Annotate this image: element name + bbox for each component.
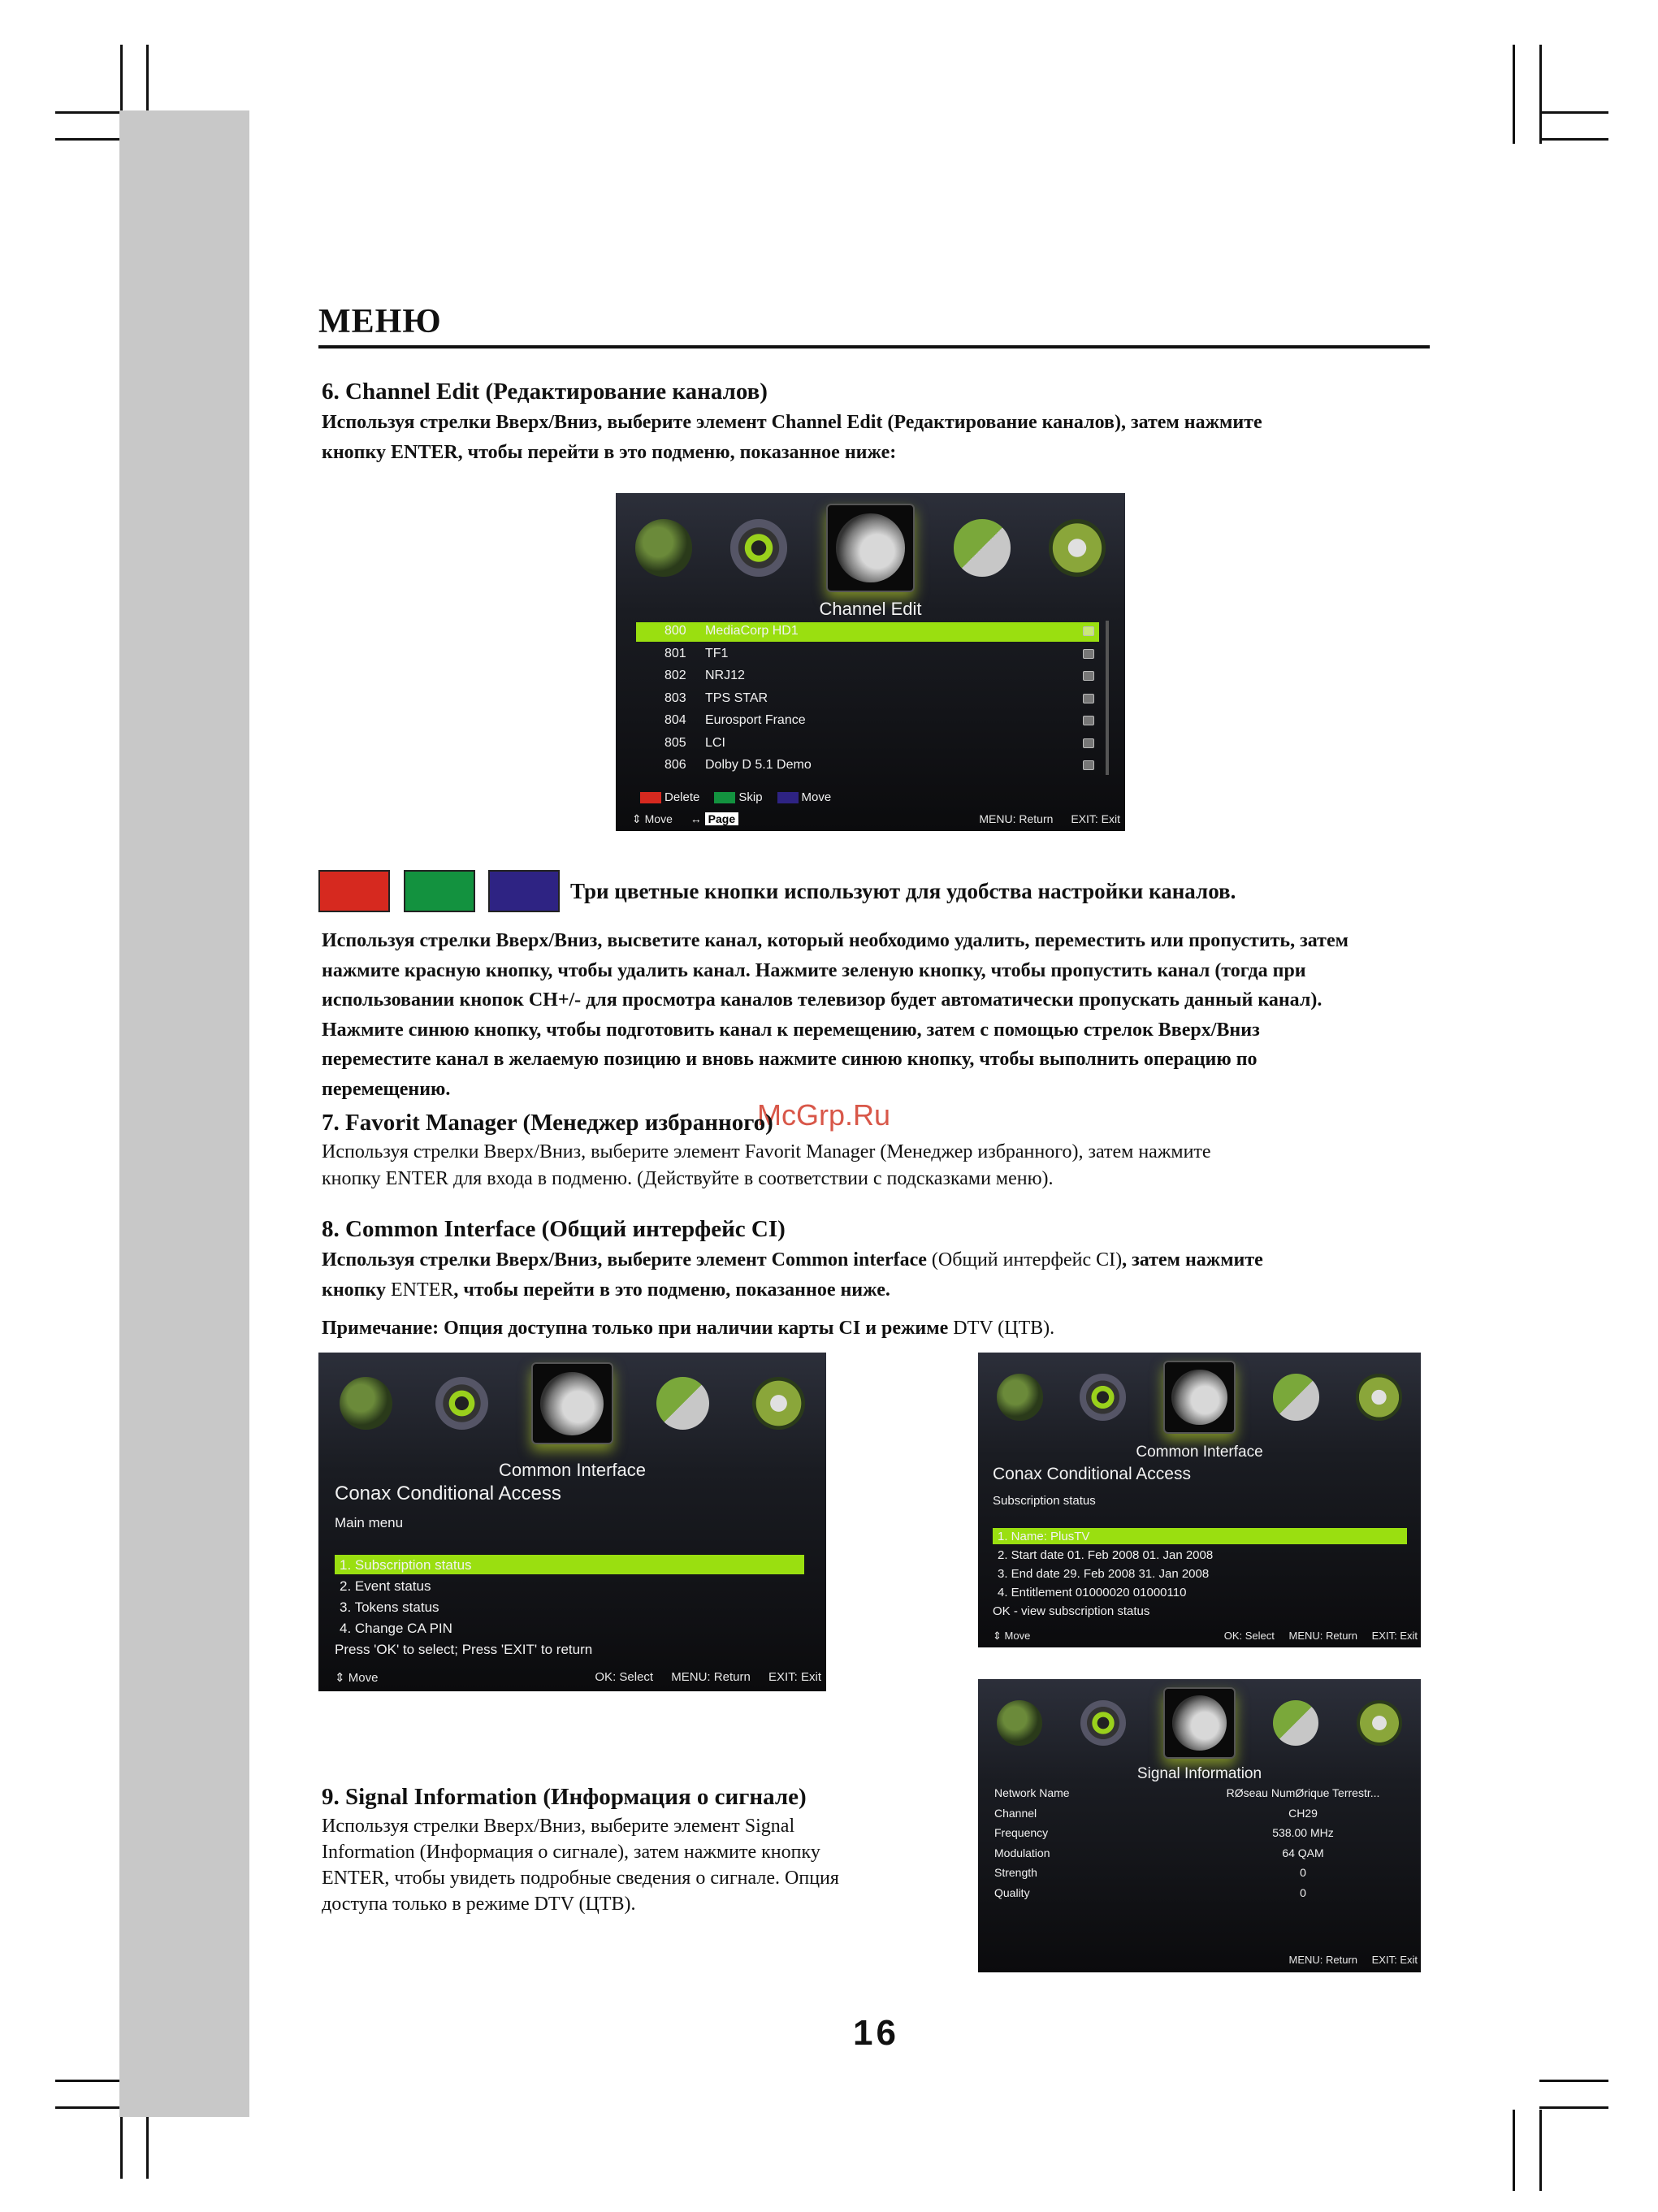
color-buttons-caption: Три цветные кнопки используют для удобства настройки каналов. bbox=[570, 879, 1236, 903]
channel-name[interactable]: NRJ12 bbox=[705, 669, 745, 682]
footer-left bbox=[993, 1630, 1030, 1643]
footer-ok: OK: Select bbox=[1223, 1630, 1275, 1642]
picture-icon[interactable] bbox=[997, 1374, 1043, 1420]
legend-skip: Skip bbox=[738, 790, 763, 804]
footer-exit: EXIT: Exit bbox=[1071, 812, 1120, 825]
footer-left bbox=[335, 1670, 378, 1685]
red-key bbox=[640, 792, 661, 803]
text-line bbox=[322, 1275, 1263, 1305]
tv-icon bbox=[1083, 649, 1094, 659]
screen-title: Signal Information bbox=[1136, 1765, 1262, 1782]
footer-exit: EXIT: Exit bbox=[1371, 1630, 1418, 1642]
page-header: МЕНЮ bbox=[318, 303, 442, 340]
section-label: Main menu bbox=[335, 1515, 404, 1530]
watermark: McGrp.Ru bbox=[757, 1098, 891, 1132]
menu-icon-bar bbox=[978, 1353, 1421, 1442]
signal-value: 0 bbox=[1300, 1866, 1306, 1879]
section-9-title: 9. Signal Information (Информация о сигнале) bbox=[322, 1784, 807, 1810]
settings-gear-icon[interactable] bbox=[1357, 1700, 1402, 1746]
channel-dish-icon[interactable] bbox=[1163, 1687, 1235, 1759]
menu-item[interactable]: 4. Entitlement 01000020 01000110 bbox=[998, 1586, 1187, 1599]
footer-menu-return: MENU: Return bbox=[671, 1670, 751, 1684]
text-line: нажмите красную кнопку, чтобы удалить канал. Нажмите зеленую кнопку, чтобы пропустить канал (тогда при bbox=[322, 959, 1306, 981]
legend-move: Move bbox=[801, 790, 832, 804]
tv-icon bbox=[1083, 671, 1094, 681]
scrollbar[interactable] bbox=[1106, 621, 1109, 775]
settings-gear-icon[interactable] bbox=[752, 1377, 805, 1430]
signal-value: 0 bbox=[1300, 1885, 1306, 1899]
footer-right bbox=[595, 1670, 821, 1684]
lock-icon[interactable] bbox=[1273, 1700, 1318, 1746]
sound-icon[interactable] bbox=[1080, 1374, 1126, 1420]
channel-edit-screen bbox=[616, 493, 1125, 831]
footer-right bbox=[979, 812, 1120, 825]
signal-label: Frequency bbox=[994, 1826, 1049, 1839]
legend-delete: Delete bbox=[664, 790, 700, 804]
text-line: использовании кнопок CH+/- для просмотра каналов телевизор будет автоматически пропускать данный канал). bbox=[322, 989, 1323, 1011]
footer-right bbox=[1288, 1954, 1418, 1966]
section-8-note bbox=[322, 1314, 1054, 1344]
text-line: кнопку ENTER для входа в подменю. (Действуйте в соответствии с подсказками меню). bbox=[322, 1168, 1054, 1189]
channel-name[interactable]: MediaCorp HD1 bbox=[705, 624, 799, 638]
channel-number: 800 bbox=[664, 624, 686, 638]
picture-icon[interactable] bbox=[635, 519, 692, 576]
crop-mark bbox=[1539, 111, 1608, 114]
crop-mark bbox=[1513, 2110, 1515, 2191]
text-line: доступа только в режиме DTV (ЦТВ). bbox=[322, 1894, 636, 1915]
menu-icon-bar bbox=[978, 1679, 1421, 1767]
text-line: переместите канал в желаемую позицию и вновь нажмите синюю кнопку, чтобы выполнить операцию по bbox=[322, 1049, 1258, 1070]
text-span: (Общий интерфейс CI) bbox=[926, 1249, 1123, 1270]
menu-item[interactable]: 1. Name: PlusTV bbox=[998, 1530, 1090, 1543]
signal-value: CH29 bbox=[1288, 1806, 1318, 1820]
section-6-text bbox=[322, 408, 1262, 468]
text-line: ENTER, чтобы увидеть подробные сведения о сигнале. Опция bbox=[322, 1868, 839, 1889]
signal-label: Modulation bbox=[994, 1846, 1050, 1859]
screen-subtitle: Conax Conditional Access bbox=[335, 1483, 561, 1504]
color-buttons-text bbox=[322, 926, 1348, 1104]
channel-name[interactable]: Dolby D 5.1 Demo bbox=[705, 758, 812, 772]
text-span: Примечание: Опция доступна только при наличии карты CI и режиме bbox=[322, 1318, 949, 1339]
text-span: Используя стрелки Вверх/Вниз, выберите элемент Common interface bbox=[322, 1249, 927, 1270]
footer-exit: EXIT: Exit bbox=[768, 1670, 821, 1684]
page-number: 16 bbox=[853, 2013, 899, 2053]
channel-name[interactable]: TPS STAR bbox=[705, 690, 768, 705]
menu-item[interactable]: 3. Tokens status bbox=[340, 1599, 439, 1615]
text-line: Используя стрелки Вверх/Вниз, выберите элемент Channel Edit (Редактирование каналов), затем нажмите bbox=[322, 412, 1262, 433]
red-button-swatch bbox=[318, 870, 390, 912]
crop-mark bbox=[1539, 2110, 1542, 2191]
screen-title: Common Interface bbox=[499, 1460, 646, 1480]
channel-dish-icon[interactable] bbox=[531, 1362, 614, 1445]
channel-number: 802 bbox=[664, 669, 686, 682]
footer-ok: OK: Select bbox=[595, 1670, 654, 1684]
signal-value: 64 QAM bbox=[1282, 1846, 1324, 1859]
sound-icon[interactable] bbox=[730, 519, 787, 576]
tv-icon bbox=[1083, 694, 1094, 703]
signal-value: RØseau NumØrique Terrestr... bbox=[1226, 1786, 1380, 1799]
menu-icon-bar bbox=[616, 493, 1125, 603]
green-button-swatch bbox=[404, 870, 475, 912]
header-rule bbox=[318, 345, 1430, 348]
section-8-title: 8. Common Interface (Общий интерфейс CI) bbox=[322, 1216, 786, 1242]
screen-title: Common Interface bbox=[1136, 1444, 1263, 1461]
text-line: Нажмите синюю кнопку, чтобы подготовить канал к перемещению, затем с помощью стрелок Вверх/Вниз bbox=[322, 1019, 1260, 1041]
signal-info-screen bbox=[978, 1679, 1421, 1972]
text-span: DTV (ЦТВ). bbox=[948, 1318, 1055, 1339]
gray-margin-bar bbox=[119, 110, 249, 2117]
menu-item[interactable]: 3. End date 29. Feb 2008 31. Jan 2008 bbox=[998, 1567, 1210, 1581]
screen-title: Channel Edit bbox=[819, 599, 922, 619]
picture-icon[interactable] bbox=[340, 1377, 392, 1430]
blue-key bbox=[777, 792, 799, 803]
crop-mark bbox=[1539, 2106, 1608, 2109]
menu-item[interactable]: 1. Subscription status bbox=[340, 1557, 472, 1573]
signal-label: Strength bbox=[994, 1866, 1037, 1879]
tv-icon bbox=[1083, 738, 1094, 748]
text-span: кнопку bbox=[322, 1279, 391, 1301]
green-key bbox=[714, 792, 735, 803]
menu-item[interactable]: 2. Start date 01. Feb 2008 01. Jan 2008 bbox=[998, 1548, 1214, 1562]
crop-mark bbox=[1539, 138, 1608, 141]
footer-menu-return: MENU: Return bbox=[979, 812, 1054, 825]
crop-mark bbox=[1539, 45, 1542, 144]
menu-icon-bar bbox=[318, 1353, 826, 1454]
screen-subtitle: Conax Conditional Access bbox=[993, 1465, 1191, 1483]
channel-dish-icon[interactable] bbox=[1163, 1361, 1236, 1434]
tv-icon bbox=[1083, 626, 1094, 636]
section-8-text bbox=[322, 1245, 1263, 1305]
channel-dish-icon[interactable] bbox=[826, 504, 915, 592]
text-line: кнопку ENTER, чтобы перейти в это подменю, показанное ниже: bbox=[322, 442, 897, 463]
radio-icon bbox=[1083, 760, 1094, 770]
text-span: , чтобы перейти в это подменю, показанное ниже. bbox=[453, 1279, 890, 1301]
updown-arrow-icon: ⇕ bbox=[335, 1671, 345, 1685]
section-7-title: 7. Favorit Manager (Менеджер избранного) bbox=[322, 1110, 773, 1136]
updown-arrow-icon: ⇕ bbox=[993, 1630, 1002, 1642]
text-line: перемещению. bbox=[322, 1078, 451, 1100]
tv-icon bbox=[1083, 716, 1094, 725]
channel-number: 803 bbox=[664, 690, 686, 705]
lock-icon[interactable] bbox=[954, 519, 1011, 576]
menu-item[interactable]: 2. Event status bbox=[340, 1578, 431, 1594]
leftright-arrow-icon: ↔ bbox=[690, 812, 702, 825]
footer-move: Move bbox=[348, 1671, 379, 1685]
menu-item[interactable]: 4. Change CA PIN bbox=[340, 1621, 452, 1636]
picture-icon[interactable] bbox=[997, 1700, 1042, 1746]
section-label: Subscription status bbox=[993, 1494, 1096, 1508]
footer-right bbox=[1224, 1630, 1418, 1642]
text-line: Information (Информация о сигнале), затем нажмите кнопку bbox=[322, 1842, 820, 1863]
text-line: Используя стрелки Вверх/Вниз, выберите элемент Signal bbox=[322, 1816, 795, 1837]
sound-icon[interactable] bbox=[1080, 1700, 1126, 1746]
text-line: Используя стрелки Вверх/Вниз, высветите канал, который необходимо удалить, переместить или пропустить, затем bbox=[322, 930, 1348, 951]
text-span: , затем нажмите bbox=[1122, 1249, 1263, 1270]
channel-name[interactable]: Eurosport France bbox=[705, 713, 806, 727]
footer-exit: EXIT: Exit bbox=[1371, 1954, 1418, 1966]
channel-number: 806 bbox=[664, 758, 686, 772]
text-line bbox=[322, 1245, 1263, 1275]
ci-subscription-screen bbox=[978, 1353, 1421, 1647]
section-6-title: 6. Channel Edit (Редактирование каналов) bbox=[322, 379, 768, 405]
hint-text: OK - view subscription status bbox=[993, 1604, 1150, 1618]
channel-number: 805 bbox=[664, 735, 686, 750]
ci-main-screen bbox=[318, 1353, 826, 1691]
signal-label: Quality bbox=[994, 1885, 1030, 1899]
signal-label: Channel bbox=[994, 1806, 1037, 1820]
lock-icon[interactable] bbox=[656, 1377, 709, 1430]
footer-menu-return: MENU: Return bbox=[1288, 1630, 1358, 1642]
footer-move: Move bbox=[1004, 1630, 1031, 1642]
blue-button-swatch bbox=[488, 870, 560, 912]
lock-icon[interactable] bbox=[1273, 1374, 1319, 1420]
settings-gear-icon[interactable] bbox=[1356, 1374, 1402, 1420]
hint-text: Press 'OK' to select; Press 'EXIT' to return bbox=[335, 1642, 593, 1657]
crop-mark bbox=[1539, 2080, 1608, 2082]
footer-menu-return: MENU: Return bbox=[1288, 1954, 1358, 1966]
crop-mark bbox=[1513, 45, 1515, 144]
footer-move: Move bbox=[644, 812, 673, 825]
channel-number: 804 bbox=[664, 713, 686, 727]
updown-arrow-icon: ⇕ bbox=[632, 812, 642, 825]
settings-gear-icon[interactable] bbox=[1049, 519, 1106, 576]
signal-label: Network Name bbox=[994, 1786, 1070, 1799]
text-span: ENTER bbox=[390, 1279, 454, 1301]
signal-value: 538.00 MHz bbox=[1272, 1826, 1334, 1839]
section-9-text bbox=[322, 1813, 839, 1917]
color-legend bbox=[640, 790, 831, 804]
sound-icon[interactable] bbox=[435, 1377, 488, 1430]
channel-name[interactable]: LCI bbox=[705, 735, 725, 750]
section-7-text bbox=[322, 1139, 1211, 1193]
footer-page: Page bbox=[705, 812, 738, 825]
channel-name[interactable]: TF1 bbox=[705, 646, 729, 660]
text-line: Используя стрелки Вверх/Вниз, выберите элемент Favorit Manager (Менеджер избранного), затем нажмите bbox=[322, 1141, 1211, 1162]
footer-left bbox=[632, 812, 738, 826]
channel-number: 801 bbox=[664, 646, 686, 660]
